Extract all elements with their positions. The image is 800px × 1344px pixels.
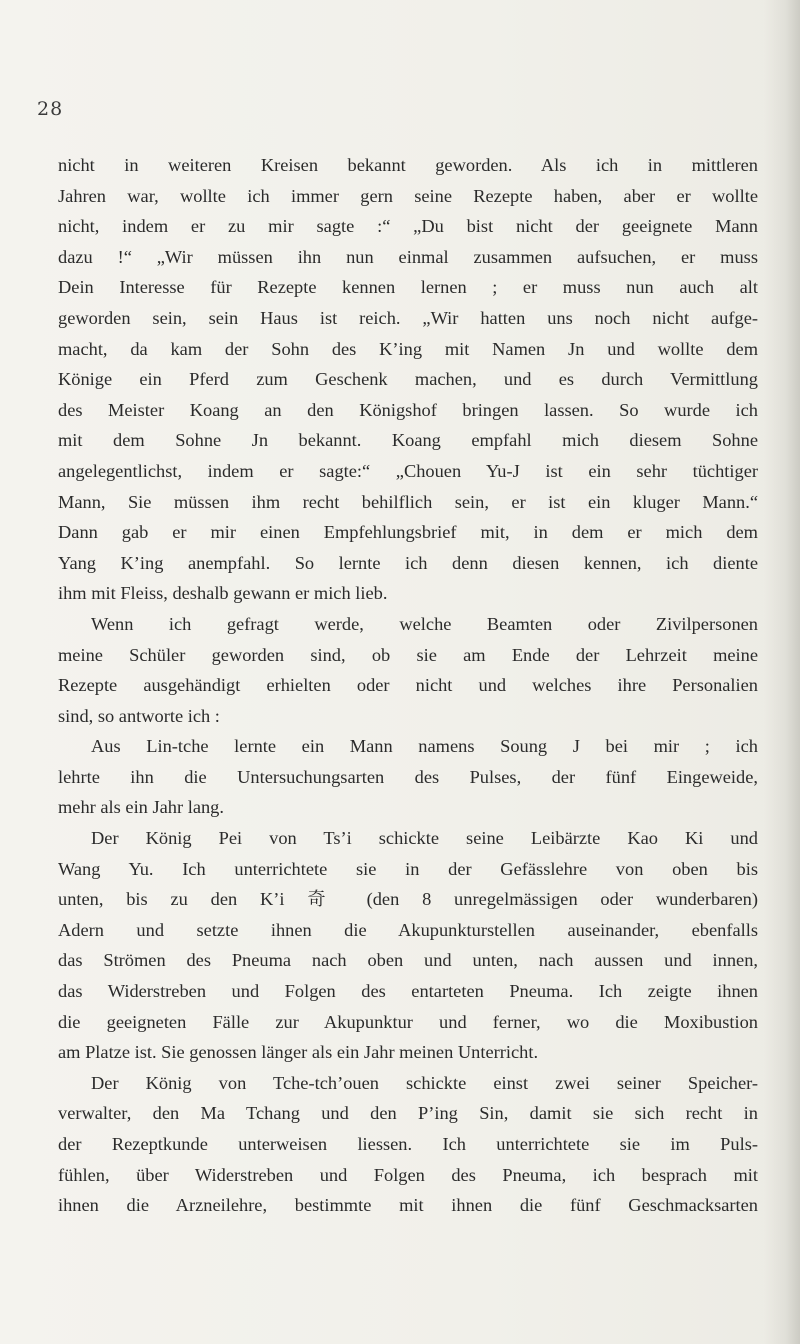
text-line: ihnen die Arzneilehre, bestimmte mit ihnen die fünf Geschmacksarten: [58, 1195, 758, 1216]
text-line: Mann, Sie müssen ihm recht behilflich sein, er ist ein kluger Mann.“: [58, 491, 758, 512]
paragraph-start-line: Aus Lin-tche lernte ein Mann namens Soung J bei mir ; ich: [91, 736, 758, 757]
text-line: fühlen, über Widerstreben und Folgen des Pneuma, ich besprach mit: [58, 1164, 758, 1185]
text-line: meine Schüler geworden sind, ob sie am Ende der Lehrzeit meine: [58, 644, 758, 665]
text-line: geworden sein, sein Haus ist reich. „Wir hatten uns noch nicht aufge-: [58, 307, 758, 328]
text-line: der Rezeptkunde unterweisen liessen. Ich unterrichtete sie im Puls-: [58, 1134, 758, 1154]
paragraph-end-line: mehr als ein Jahr lang.: [58, 797, 224, 818]
text-line: das Strömen des Pneuma nach oben und unten, nach aussen und innen,: [58, 950, 758, 971]
paragraph-end-line: am Platze ist. Sie genossen länger als ein Jahr meinen Unterricht.: [58, 1042, 539, 1063]
text-line: macht, da kam der Sohn des K’ing mit Namen Jn und wollte dem: [58, 338, 758, 359]
paragraph-end-line: ihm mit Fleiss, deshalb gewann er mich lieb.: [58, 583, 388, 604]
body-text: [58, 150, 758, 1221]
text-line: des Meister Koang an den Königshof bringen lassen. So wurde ich: [58, 399, 758, 420]
page-number: 28: [37, 98, 64, 120]
text-line: nicht, indem er zu mir sagte :“ „Du bist nicht der geeignete Mann: [58, 216, 758, 237]
text-line: Adern und setzte ihnen die Akupunkturstellen auseinander, ebenfalls: [58, 919, 758, 940]
text-line: mit dem Sohne Jn bekannt. Koang empfahl mich diesem Sohne: [58, 430, 758, 451]
text-line: nicht in weiteren Kreisen bekannt geworden. Als ich in mittleren: [58, 155, 758, 175]
text-line: Jahren war, wollte ich immer gern seine Rezepte haben, aber er wollte: [58, 185, 758, 206]
paragraph-end-line: sind, so antworte ich :: [58, 705, 220, 726]
text-line: Könige ein Pferd zum Geschenk machen, und es durch Vermittlung: [58, 369, 758, 390]
paragraph-start-line: Der König von Tche-tch’ouen schickte einst zwei seiner Speicher-: [91, 1072, 758, 1093]
text-line: unten, bis zu den K’i 奇 (den 8 unregelmässigen oder wunderbaren): [58, 889, 758, 910]
text-line: Dann gab er mir einen Empfehlungsbrief mit, in dem er mich dem: [58, 522, 758, 543]
paragraph-start-line: Der König Pei von Ts’i schickte seine Leibärzte Kao Ki und: [91, 828, 758, 849]
text-line: die geeigneten Fälle zur Akupunktur und ferner, wo die Moxibustion: [58, 1011, 758, 1032]
text-line: Rezepte ausgehändigt erhielten oder nicht und welches ihre Personalien: [58, 675, 758, 696]
page-edge-shadow: [764, 0, 800, 1344]
text-line: verwalter, den Ma Tchang und den P’ing Sin, damit sie sich recht in: [58, 1103, 758, 1124]
text-line: Dein Interesse für Rezepte kennen lernen ; er muss nun auch alt: [58, 277, 758, 298]
paragraph-start-line: Wenn ich gefragt werde, welche Beamten oder Zivilpersonen: [91, 613, 758, 634]
text-line: dazu !“ „Wir müssen ihn nun einmal zusammen aufsuchen, er muss: [58, 246, 758, 267]
text-line: angelegentlichst, indem er sagte:“ „Chouen Yu-J ist ein sehr tüchtiger: [58, 460, 758, 481]
text-line: Wang Yu. Ich unterrichtete sie in der Gefässlehre von oben bis: [58, 858, 758, 879]
text-line: Yang K’ing anempfahl. So lernte ich denn diesen kennen, ich diente: [58, 552, 758, 573]
text-line: das Widerstreben und Folgen des entarteten Pneuma. Ich zeigte ihnen: [58, 981, 758, 1002]
text-line: lehrte ihn die Untersuchungsarten des Pulses, der fünf Eingeweide,: [58, 766, 758, 787]
